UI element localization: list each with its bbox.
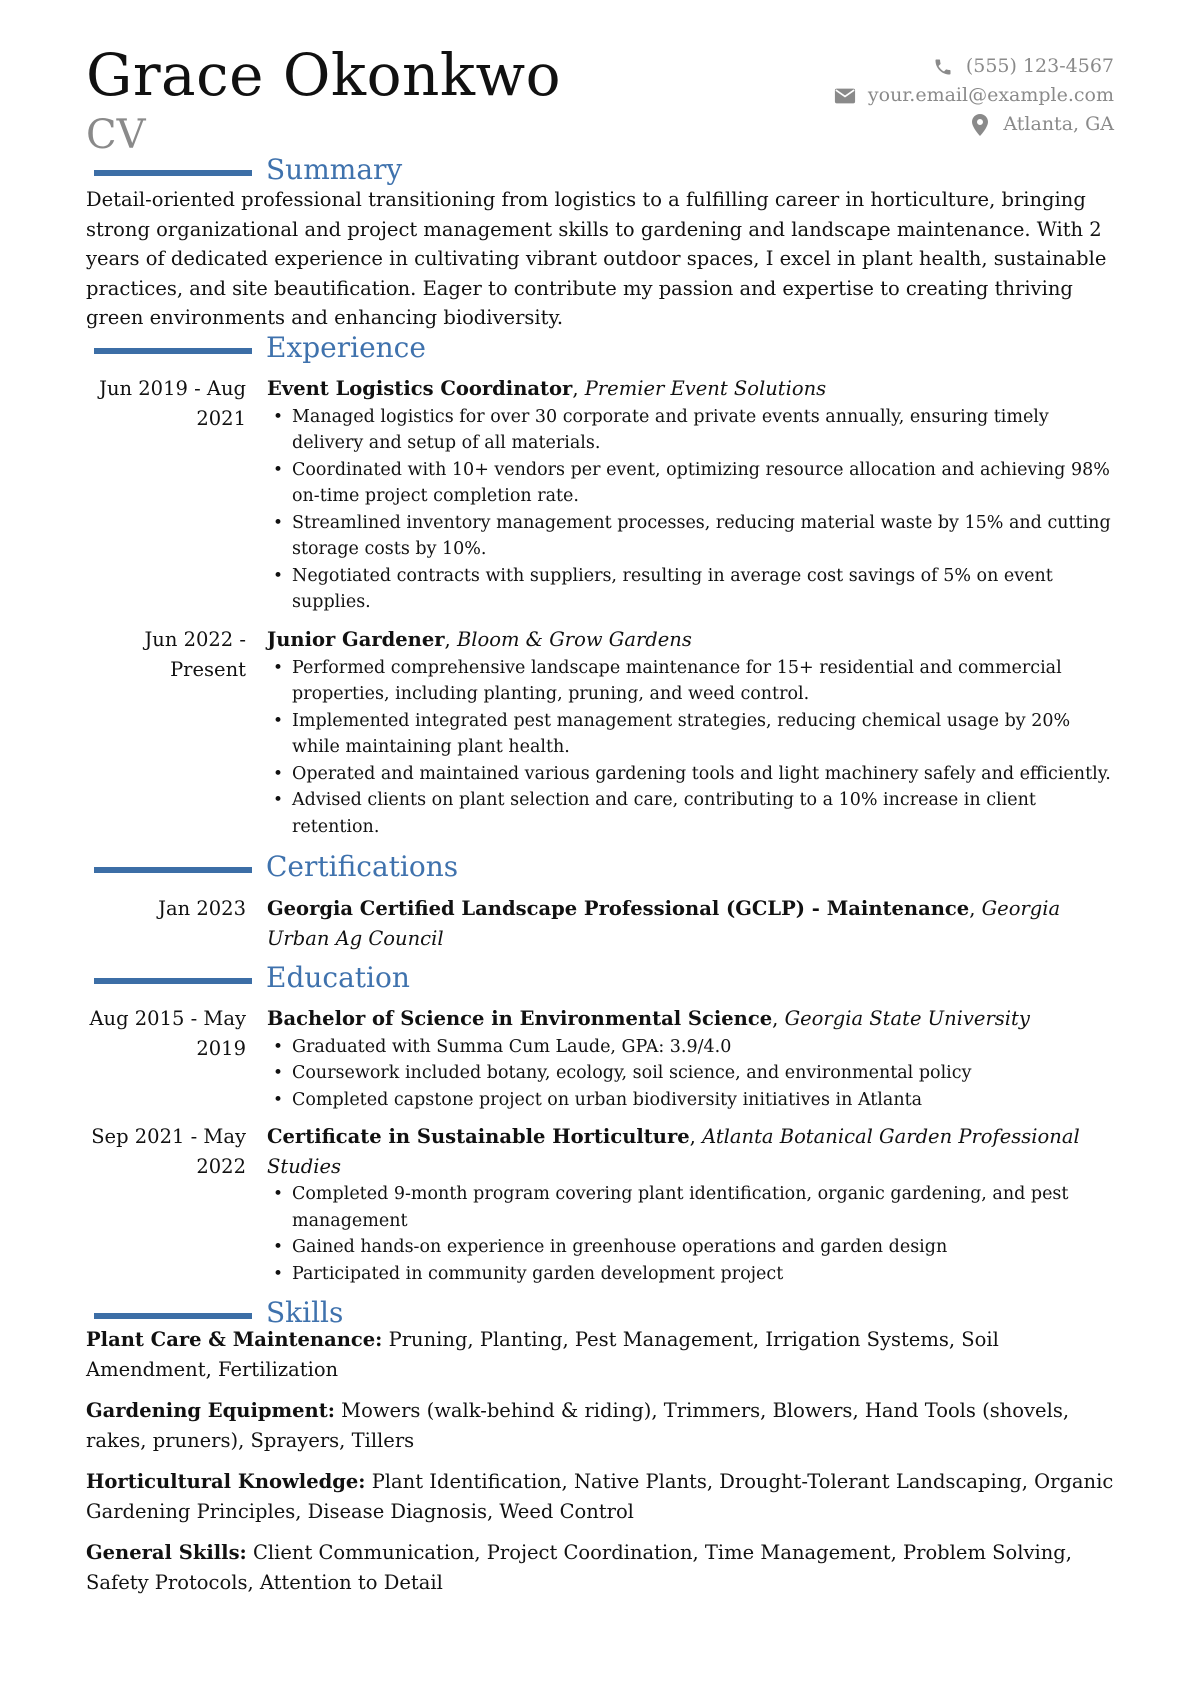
entry-date: Sep 2021 - May 2022	[91, 1125, 246, 1178]
section-title-certifications: Certifications	[266, 850, 459, 883]
phone-icon	[932, 56, 954, 78]
certifications-section-header	[94, 850, 1094, 888]
bullet-item: • Graduated with Summa Cum Laude, GPA: 3.9/4.0	[267, 1034, 1117, 1061]
section-title-experience: Experience	[266, 331, 426, 364]
bullet-item: • Coursework included botany, ecology, soil science, and environmental policy	[267, 1060, 1117, 1087]
entry-role: Bachelor of Science in Environmental Science	[267, 1007, 773, 1030]
skill-group-label: Horticultural Knowledge:	[86, 1470, 366, 1493]
entry-heading: Certificate in Sustainable Horticulture, Atlanta Botanical Garden Professional Studies	[267, 1125, 1080, 1178]
entry-body	[267, 625, 1117, 840]
entry-heading: Event Logistics Coordinator, Premier Event Solutions	[267, 377, 827, 400]
skill-group-text: Mowers (walk-behind & riding), Trimmers, Blowers, Hand Tools (shovels, rakes, pruners), Sprayers, Tillers	[86, 1399, 1070, 1452]
bullet-item: • Coordinated with 10+ vendors per event, optimizing resource allocation and achieving 98% on-time project completion rate.	[267, 457, 1117, 510]
entry-body	[267, 374, 1117, 616]
skill-group	[86, 1325, 1116, 1384]
section-title-education: Education	[266, 961, 410, 994]
entry-bullets	[267, 1181, 1117, 1287]
section-title-skills: Skills	[266, 1296, 344, 1329]
bullet-item: • Negotiated contracts with suppliers, resulting in average cost savings of 5% on event supplies.	[267, 563, 1117, 616]
skill-group	[86, 1538, 1116, 1597]
experience-section-header	[94, 331, 1094, 369]
entry-bullets	[267, 1034, 1117, 1114]
entry-body	[267, 1122, 1117, 1287]
entry-organization: Georgia State University	[784, 1007, 1030, 1030]
phone-number[interactable]: (555) 123-4567	[965, 55, 1114, 77]
envelope-icon	[834, 85, 856, 107]
skill-group-text: Pruning, Planting, Pest Management, Irrigation Systems, Soil Amendment, Fertilization	[86, 1328, 999, 1381]
entry-organization: Atlanta Botanical Garden Professional Studies	[267, 1125, 1080, 1178]
section-rule	[94, 348, 252, 354]
entry-role: Junior Gardener	[267, 628, 445, 651]
skill-group-text: Plant Identification, Native Plants, Drought-Tolerant Landscaping, Organic Gardening Principles, Disease Diagnosis, Weed Control	[86, 1470, 1114, 1523]
entry-bullets	[267, 655, 1117, 841]
contact-phone	[834, 52, 1114, 81]
entry-heading: Bachelor of Science in Environmental Science, Georgia State University	[267, 1007, 1030, 1030]
document-subtitle: CV	[86, 112, 146, 158]
contact-location	[834, 110, 1114, 139]
entry-bullets	[267, 404, 1117, 616]
entry-heading: Georgia Certified Landscape Professional (GCLP) - Maintenance, Georgia Urban Ag Council	[267, 897, 1061, 950]
entry-heading: Junior Gardener, Bloom & Grow Gardens	[267, 628, 692, 651]
skill-group	[86, 1396, 1116, 1455]
bullet-item: • Completed 9-month program covering plant identification, organic gardening, and pest management	[267, 1181, 1117, 1234]
skill-group-text: Client Communication, Project Coordination, Time Management, Problem Solving, Safety Protocols, Attention to Detail	[86, 1541, 1072, 1594]
skill-group-label: Plant Care & Maintenance:	[86, 1328, 383, 1351]
entry-body	[267, 894, 1117, 953]
entry-date: Jun 2019 - Aug 2021	[99, 377, 246, 430]
education-section-header	[94, 961, 1094, 999]
candidate-name: Grace Okonkwo	[86, 41, 562, 109]
section-rule	[94, 978, 252, 984]
section-rule	[94, 867, 252, 873]
skill-group-label: Gardening Equipment:	[86, 1399, 335, 1422]
entry-organization: Bloom & Grow Gardens	[456, 628, 692, 651]
entry-role: Certificate in Sustainable Horticulture	[267, 1125, 690, 1148]
entry-date: Jan 2023	[158, 897, 246, 920]
section-title-summary: Summary	[266, 153, 403, 186]
bullet-item: • Gained hands-on experience in greenhouse operations and garden design	[267, 1234, 1117, 1261]
bullet-item: • Completed capstone project on urban biodiversity initiatives in Atlanta	[267, 1087, 1117, 1114]
entry-role: Georgia Certified Landscape Professional (GCLP) - Maintenance	[267, 897, 970, 920]
bullet-item: • Streamlined inventory management processes, reducing material waste by 15% and cutting storage costs by 10%.	[267, 510, 1117, 563]
map-pin-icon	[969, 114, 991, 136]
bullet-item: • Managed logistics for over 30 corporate and private events annually, ensuring timely delivery and setup of all materials.	[267, 404, 1117, 457]
entry-organization: Premier Event Solutions	[584, 377, 827, 400]
email-address[interactable]: your.email@example.com	[867, 84, 1114, 106]
bullet-item: • Advised clients on plant selection and care, contributing to a 10% increase in client retention.	[267, 787, 1117, 840]
entry-body	[267, 1004, 1117, 1113]
section-rule	[94, 170, 252, 176]
entry-role: Event Logistics Coordinator	[267, 377, 573, 400]
skill-group-label: General Skills:	[86, 1541, 247, 1564]
entry-date: Jun 2022 - Present	[144, 628, 246, 681]
entry-organization: Georgia Urban Ag Council	[267, 897, 1061, 950]
entry-date: Aug 2015 - May 2019	[89, 1007, 246, 1060]
summary-text: Detail-oriented professional transitioning from logistics to a fulfilling career in horticulture, bringing strong organizational and project management skills to gardening and landscape maintenance. With 2 years of dedicated experience in cultivating vibrant outdoor spaces, I excel in plant health, sustainable practices, and site beautification. Eager to contribute my passion and expertise to creating thriving green environments and enhancing biodiversity.	[86, 188, 1107, 329]
section-rule	[94, 1313, 252, 1319]
bullet-item: • Performed comprehensive landscape maintenance for 15+ residential and commercial properties, including planting, pruning, and weed control.	[267, 655, 1117, 708]
contact-email	[834, 81, 1114, 110]
skill-group	[86, 1467, 1116, 1526]
location-text: Atlanta, GA	[1003, 113, 1114, 135]
bullet-item: • Implemented integrated pest management strategies, reducing chemical usage by 20% while maintaining plant health.	[267, 708, 1117, 761]
contact-block	[834, 52, 1114, 139]
bullet-item: • Participated in community garden development project	[267, 1261, 1117, 1288]
bullet-item: • Operated and maintained various gardening tools and light machinery safely and efficiently.	[267, 761, 1117, 788]
